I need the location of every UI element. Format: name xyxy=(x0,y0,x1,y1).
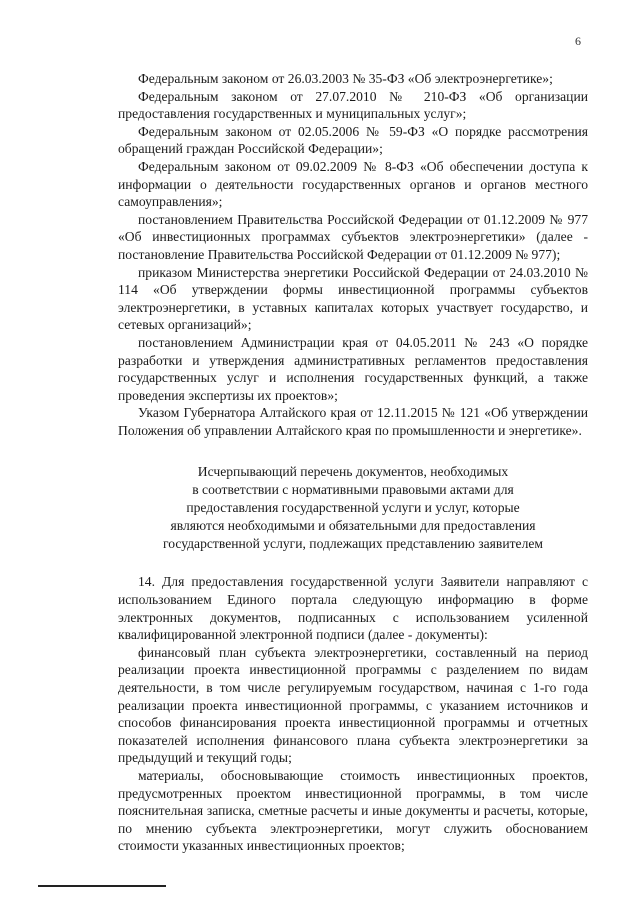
legal-basis-item: Указом Губернатора Алтайского края от 12.11.2015 № 121 «Об утверждении Положения об управлении Алтайского края по промышленности и энергетике». xyxy=(118,405,588,438)
legal-basis-item: постановлением Администрации края от 04.05.2011 № 243 «О порядке разработки и утверждения административных регламентов предоставления государственных услуг и исполнения государственных функций, а также проведения экспертизы их проектов»; xyxy=(118,334,588,403)
clause-14-paragraph: 14. Для предоставления государственной услуги Заявители направляют с использованием Единого портала следующую информацию в форме электронных документов, подписанных с использованием усиленной квалифицированной электронной подписи (далее - документы): xyxy=(118,574,588,643)
legal-basis-item: Федеральным законом от 02.05.2006 № 59-ФЗ «О порядке рассмотрения обращений граждан Российской Федерации»; xyxy=(118,123,588,157)
required-document-item: финансовый план субъекта электроэнергетики, составленный на период реализации проекта инвестиционной программы с разделением по видам деятельности, в том числе регулируемым государством, начиная с 1-го года реализации проекта инвестиционной программы, с указанием источников и способов финансирования проекта инвестиционной программы и отчетных показателей исполнения финансового плана субъекта электроэнергетики за предыдущий и текущий годы; xyxy=(118,644,588,766)
legal-basis-item: Федеральным законом от 27.07.2010 № 210-ФЗ «Об организации предоставления государственных и муниципальных услуг»; xyxy=(118,88,588,122)
section-heading-line: являются необходимыми и обязательными для предоставления xyxy=(170,518,536,534)
page-number: 6 xyxy=(575,34,581,48)
footer-divider xyxy=(38,885,166,887)
section-heading xyxy=(118,463,588,553)
section-heading-line: в соответствии с нормативными правовыми актами для xyxy=(192,482,514,498)
section-heading-line: Исчерпывающий перечень документов, необходимых xyxy=(197,464,509,480)
section-heading-line: государственной услуги, подлежащих представлению заявителем xyxy=(162,536,544,552)
required-document-item: материалы, обосновывающие стоимость инвестиционных проектов, предусмотренных проектом инвестиционной программы, в том числе пояснительная записка, сметные расчеты и иные документы и расчеты, которые, по мнению субъекта электроэнергетики, могут служить обоснованием стоимости указанных инвестиционных проектов; xyxy=(118,768,588,854)
legal-basis-item: постановлением Правительства Российской Федерации от 01.12.2009 № 977 «Об инвестиционных программах субъектов электроэнергетики» (далее - постановление Правительства Российской Федерации от 01.12.2009 № 977); xyxy=(118,211,588,262)
legal-basis-item: Федеральным законом от 09.02.2009 № 8-ФЗ «Об обеспечении доступа к информации о деятельности государственных органов и органов местного самоуправления»; xyxy=(118,158,588,210)
legal-basis-item: Федеральным законом от 26.03.2003 № 35-ФЗ «Об электроэнергетике»; xyxy=(138,71,553,86)
section-heading-line: предоставления государственной услуги и услуг, которые xyxy=(186,500,520,516)
legal-basis-item: приказом Министерства энергетики Российской Федерации от 24.03.2010 № 114 «Об утверждении формы инвестиционной программы субъектов электроэнергетики, в уставных капиталах которых участвует государство, и сетевых организаций»; xyxy=(118,264,588,333)
document-body xyxy=(118,70,588,855)
